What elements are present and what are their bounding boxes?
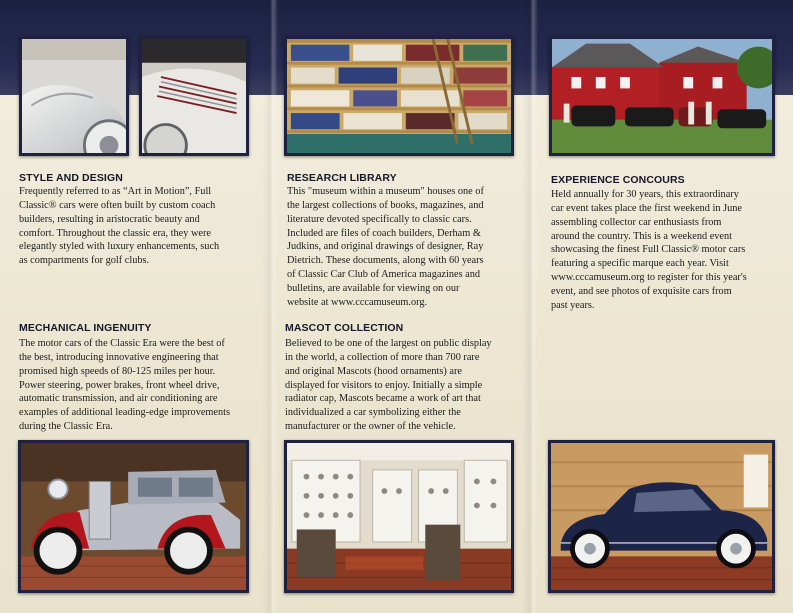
experience-concours-body <box>551 188 747 313</box>
text-line: Judkins, and original drawings of designer, Ray <box>287 241 484 253</box>
text-line: during the Classic Era. <box>19 421 113 433</box>
text-line: car event takes place the first weekend in June <box>551 202 742 214</box>
mascot-collection-heading: MASCOT COLLECTION <box>285 322 404 334</box>
photo-research-library <box>284 36 514 156</box>
text-line: as compartments for golf clubs. <box>19 255 150 267</box>
text-line: of Classic Car Club of America magazines and <box>287 269 481 281</box>
text-line: This "museum within a museum" houses one of <box>287 186 484 197</box>
text-line: showcasing the finest Full Classic® motor cars <box>551 244 746 256</box>
text-line: individualized a car symbolizing either the <box>285 407 461 419</box>
mechanical-ingenuity-body <box>19 337 230 434</box>
text-line: The motor cars of the Classic Era were the best of <box>19 338 225 349</box>
photo-red-silver-classic-car <box>18 440 249 593</box>
text-line: Believed to be one of the largest on public display <box>285 338 492 349</box>
photo-white-car-grille <box>139 36 249 156</box>
text-line: www.cccamuseum.org to register for this year's <box>551 272 747 284</box>
text-line: literature devoted specifically to classic cars. <box>287 213 472 225</box>
research-library-heading: RESEARCH LIBRARY <box>287 172 397 184</box>
style-design-body <box>19 185 219 268</box>
photo-concours-barn <box>549 36 775 156</box>
text-line: comfort. Throughout the classic era, they were <box>19 227 211 239</box>
text-line: featuring a specific marque each year. Visit <box>551 258 729 270</box>
text-line: Dietrich. These documents, along with 60 years <box>287 255 484 267</box>
text-line: elegantly styled with luxury enhancements, such <box>19 241 220 253</box>
experience-concours-heading: EXPERIENCE CONCOURS <box>551 174 685 186</box>
text-line: examples of additional leading-edge improvements <box>19 407 231 419</box>
text-line: automatic transmission, and air conditioning are <box>19 393 218 405</box>
text-line: promised high speeds of 80-125 miles per hour. <box>19 365 216 377</box>
photo-mascot-display-room <box>284 440 514 593</box>
photo-white-car-fender <box>19 36 129 156</box>
panel-fold-right <box>522 0 538 613</box>
text-line: event, and see photos of exquisite cars from <box>551 285 732 297</box>
text-line: past years. <box>551 299 595 311</box>
text-line: Held annually for 30 years, this extraordinary <box>551 189 739 200</box>
text-line: radiator cap, Mascots became a work of art that <box>285 393 481 405</box>
photo-navy-classic-coupe <box>548 440 775 593</box>
research-library-body <box>287 185 484 310</box>
text-line: Frequently referred to as “Art in Motion”, Full <box>19 186 212 197</box>
text-line: and original Mascots (hood ornaments) are <box>285 365 462 377</box>
text-line: manufacturer or the owner of the vehicle. <box>285 421 456 433</box>
text-line: website at www.cccamuseum.org. <box>287 296 428 308</box>
text-line: displayed for visitors to enjoy. Initially a simple <box>285 379 483 391</box>
mechanical-ingenuity-heading: MECHANICAL INGENUITY <box>19 322 152 334</box>
text-line: Included are files of coach builders, Derham & <box>287 227 481 239</box>
panel-fold-left <box>262 0 278 613</box>
style-design-heading: STYLE AND DESIGN <box>19 172 123 184</box>
mascot-collection-body <box>285 337 492 434</box>
text-line: builders, resulting in aristocratic beauty and <box>19 213 200 225</box>
text-line: in the world, a collection of more than 700 rare <box>285 351 480 363</box>
text-line: bulletins, are available for viewing on our <box>287 282 460 294</box>
text-line: Power steering, power brakes, front wheel drive, <box>19 379 220 391</box>
text-line: assembling collector car enthusiasts from <box>551 216 722 228</box>
text-line: the best, introducing innovative engineering that <box>19 351 219 363</box>
text-line: around the country. This is a weekend event <box>551 230 732 242</box>
text-line: Classic® cars were often built by custom coach <box>19 199 216 211</box>
text-line: the largest collections of books, magazines, and <box>287 199 484 211</box>
